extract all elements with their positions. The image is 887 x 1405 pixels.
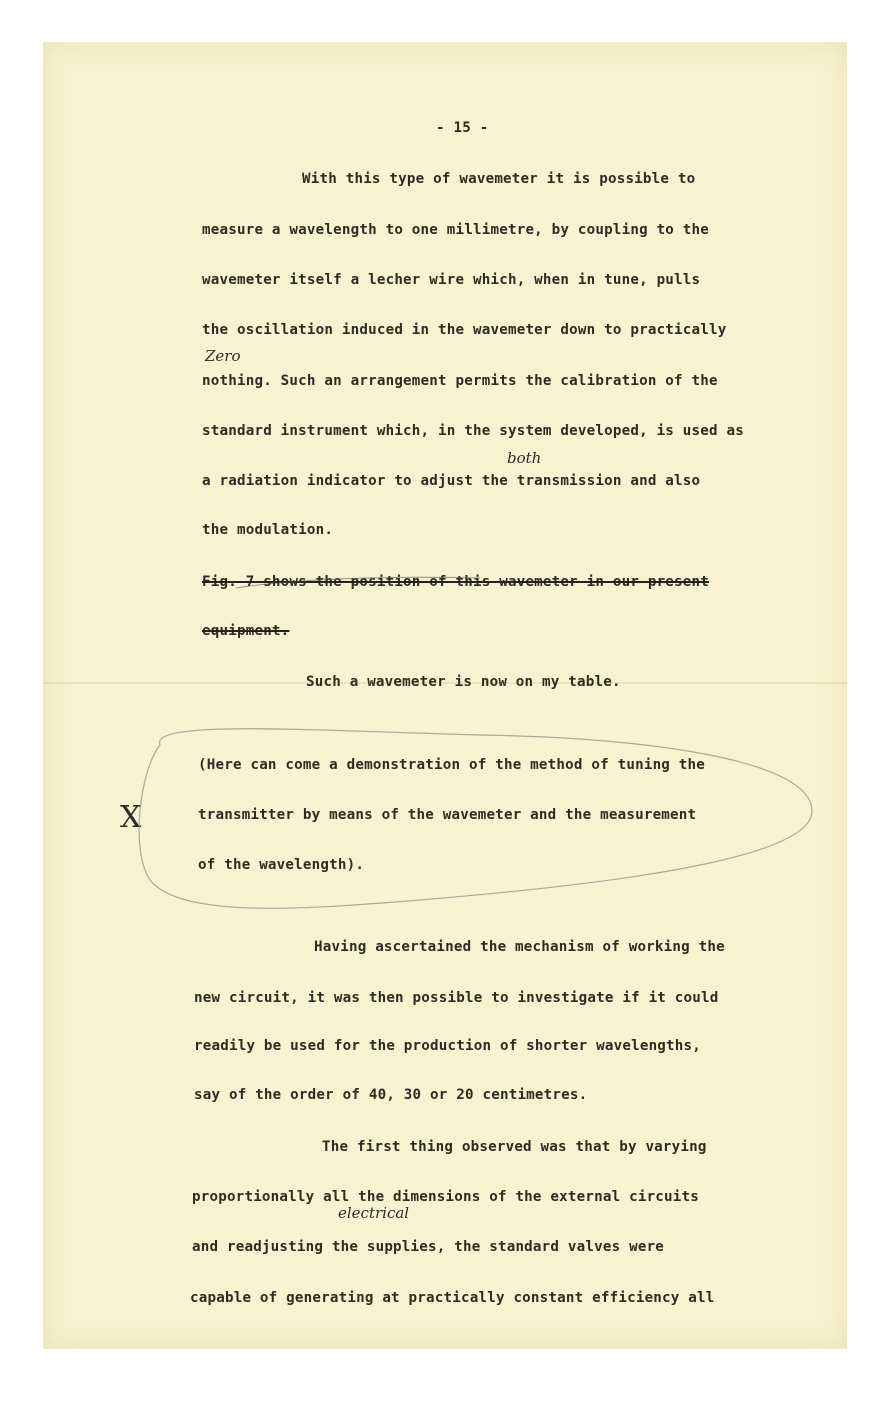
text-line: new circuit, it was then possible to investigate if it could (194, 990, 719, 1006)
text-line: of the wavelength). (198, 857, 365, 873)
page-number: - 15 - (436, 120, 489, 136)
text-line: measure a wavelength to one millimetre, by coupling to the (202, 222, 710, 238)
text-line: With this type of wavemeter it is possible to (302, 171, 696, 187)
handwritten-x-mark: X (120, 800, 142, 835)
text-line: Such a wavemeter is now on my table. (306, 674, 621, 690)
text-line: readily be used for the production of shorter wavelengths, (194, 1038, 702, 1054)
handwritten-zero: Zero (205, 347, 241, 365)
text-line: Having ascertained the mechanism of working the (314, 939, 725, 955)
text-line: transmitter by means of the wavemeter and the measurement (198, 807, 697, 823)
text-line: and readjusting the supplies, the standard valves were (192, 1239, 665, 1255)
text-line: capable of generating at practically constant efficiency all (190, 1290, 715, 1306)
handwritten-both: both (507, 449, 542, 467)
text-line: nothing. Such an arrangement permits the calibration of the (202, 373, 718, 389)
text-line: (Here can come a demonstration of the method of tuning the (198, 757, 706, 773)
text-line: a radiation indicator to adjust the transmission and also (202, 473, 701, 489)
text-line: wavemeter itself a lecher wire which, when in tune, pulls (202, 272, 701, 288)
text-line: say of the order of 40, 30 or 20 centimetres. (194, 1087, 588, 1103)
text-line: The first thing observed was that by varying (322, 1139, 707, 1155)
text-line: the modulation. (202, 522, 334, 538)
struck-text-line: Fig. 7 shows the position of this wavemeter in our present (202, 574, 710, 590)
handwritten-electrical: electrical (338, 1204, 410, 1222)
struck-text-line: equipment. (202, 623, 290, 639)
text-line: standard instrument which, in the system developed, is used as (202, 423, 744, 439)
text-line: proportionally all the dimensions of the external circuits (192, 1189, 700, 1205)
text-line: the oscillation induced in the wavemeter down to practically (202, 322, 727, 338)
